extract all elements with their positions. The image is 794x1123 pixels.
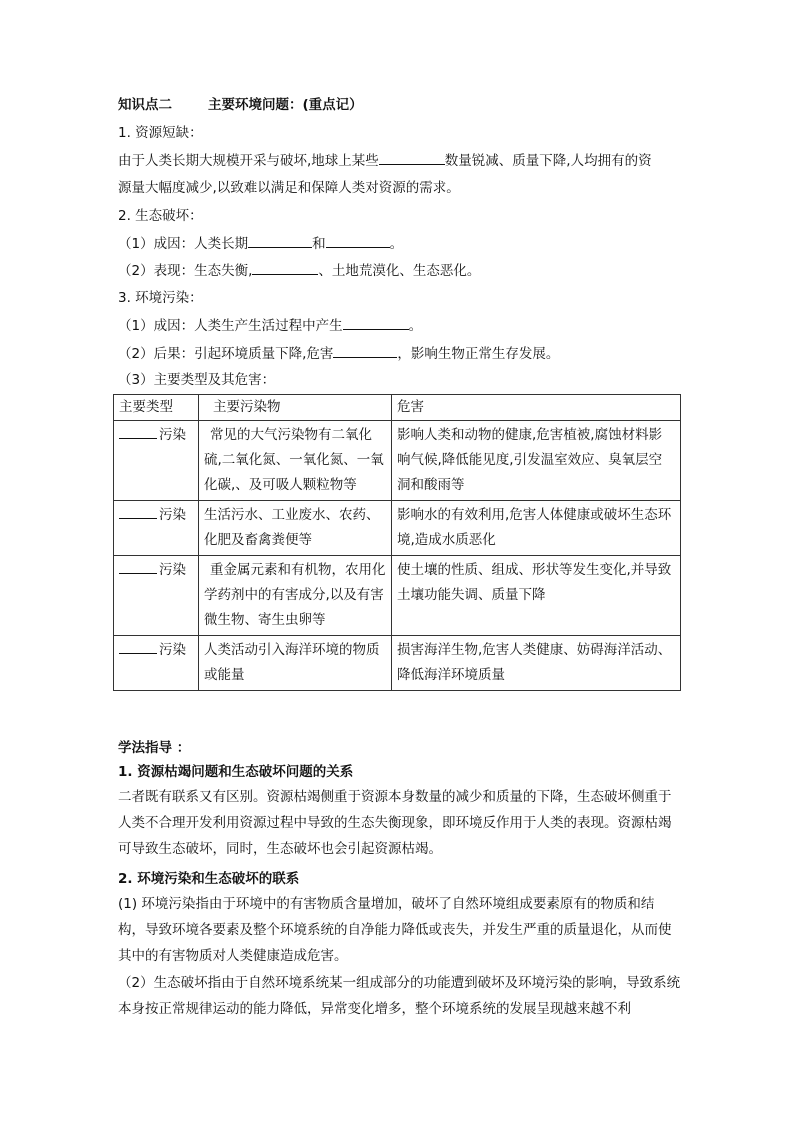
eco-title: 2. 生态破坏：	[118, 208, 203, 224]
table-row	[114, 556, 681, 636]
type-cell	[114, 501, 199, 556]
table-row	[114, 636, 681, 691]
fill-blank[interactable]	[248, 233, 312, 248]
table-row	[114, 421, 681, 501]
type-suffix: 污染	[159, 642, 186, 658]
guide-title: 学法指导 ：	[118, 740, 191, 756]
guide-p1-body: 二者既有联系又有区别。资源枯竭侧重于资源本身数量的减少和质量的下降，生态破坏侧重于人类不合理开发利用资源过程中导致的生态失衡现象，即环境反作用于人类的表现。资源枯竭可导致生态破坏，同时，生态破坏也会引起资源枯竭。	[118, 789, 672, 857]
type-suffix: 污染	[159, 562, 186, 578]
pollutant-cell: 重金属元素和有机物，农用化学药剂中的有害成分,以及有害微生物、寄生虫卵等	[199, 556, 392, 636]
eco-cause-text-c: 。	[389, 236, 404, 252]
harm-cell: 使土壤的性质、组成、形状等发生变化,并导致土壤功能失调、质量下降	[392, 556, 681, 636]
table-row	[114, 501, 681, 556]
header-harm: 危害	[392, 395, 681, 421]
table-header-row	[114, 395, 681, 421]
guide-p1-title: 1. 资源枯竭问题和生态破坏问题的关系	[118, 764, 354, 780]
type-cell	[114, 421, 199, 501]
fill-blank[interactable]	[119, 504, 157, 519]
pollution-title: 3. 环境污染：	[118, 290, 203, 306]
eco-cause-text-a: （1）成因：人类长期	[118, 236, 249, 252]
pollutant-cell: 生活污水、工业废水、农药、化肥及畜禽粪便等	[199, 501, 392, 556]
eco-show-text-b: 、土地荒漠化、生态恶化。	[318, 263, 481, 279]
pollution-result	[118, 343, 559, 364]
resource-title: 1. 资源短缺：	[118, 125, 203, 141]
fill-blank[interactable]	[119, 559, 157, 574]
pollution-result-text-b: ，影响生物正常生存发展。	[397, 346, 560, 362]
fill-blank[interactable]	[326, 233, 390, 248]
eco-cause	[118, 233, 403, 254]
type-suffix: 污染	[159, 507, 186, 523]
fill-blank[interactable]	[379, 150, 445, 165]
harm-cell: 影响水的有效利用,危害人体健康或破坏生态环境,造成水质恶化	[392, 501, 681, 556]
harm-cell: 影响人类和动物的健康,危害植被,腐蚀材料影响气候,降低能见度,引发温室效应、臭氧层空洞和酸雨等	[392, 421, 681, 501]
resource-text-a: 由于人类长期大规模开采与破坏,地球上某些	[118, 153, 379, 169]
pollution-cause-text-a: （1）成因：人类生产生活过程中产生	[118, 318, 343, 334]
harm-cell: 损害海洋生物,危害人类健康、妨碍海洋活动、降低海洋环境质量	[392, 636, 681, 691]
resource-text-b: 数量锐减、质量下降,人均拥有的资	[444, 153, 652, 169]
fill-blank[interactable]	[119, 639, 157, 654]
fill-blank[interactable]	[343, 315, 409, 330]
pollution-cause	[118, 315, 422, 336]
section-heading	[118, 95, 363, 115]
type-cell	[114, 556, 199, 636]
guide-p2-title: 2. 环境污染和生态破坏的联系	[118, 871, 300, 887]
pollution-types-title: （3）主要类型及其危害：	[118, 372, 276, 388]
resource-line-2: 源量大幅度减少,以致难以满足和保障人类对资源的需求。	[118, 180, 460, 196]
guide-p2-body-2: （2）生态破坏指由于自然环境系统某一组成部分的功能遭到破坏及环境污染的影响，导致系统本身按正常规律运动的能力降低，异常变化增多，整个环境系统的发展呈现越来越不利	[118, 975, 681, 1017]
eco-show	[118, 260, 480, 281]
eco-show-text-a: （2）表现：生态失衡,	[118, 263, 253, 279]
fill-blank[interactable]	[333, 343, 397, 358]
pollution-table	[113, 394, 681, 691]
pollution-cause-text-b: 。	[408, 318, 423, 334]
fill-blank[interactable]	[252, 260, 318, 275]
header-type: 主要类型	[114, 395, 199, 421]
eco-cause-text-b: 和	[312, 236, 326, 252]
type-cell	[114, 636, 199, 691]
guide-p2-body-1: (1) 环境污染指由于环境中的有害物质含量增加，破坏了自然环境组成要素原有的物质和结构，导致环境各要素及整个环境系统的自净能力降低或丧失，并发生严重的质量退化，从而使其中的有害物质对人类健康造成危害。	[118, 896, 672, 964]
header-pollutant: 主要污染物	[199, 395, 392, 421]
resource-line-1	[118, 150, 652, 171]
section-heading-label: 知识点二	[118, 97, 172, 113]
type-suffix: 污染	[159, 427, 186, 443]
pollution-result-text-a: （2）后果：引起环境质量下降,危害	[118, 346, 334, 362]
pollutant-cell: 常见的大气污染物有二氧化硫,二氧化氮、一氧化氮、一氧化碳,、及可吸人颗粒物等	[199, 421, 392, 501]
fill-blank[interactable]	[119, 424, 157, 439]
section-heading-title: 主要环境问题：(重点记）	[208, 97, 363, 113]
pollutant-cell: 人类活动引入海洋环境的物质或能量	[199, 636, 392, 691]
